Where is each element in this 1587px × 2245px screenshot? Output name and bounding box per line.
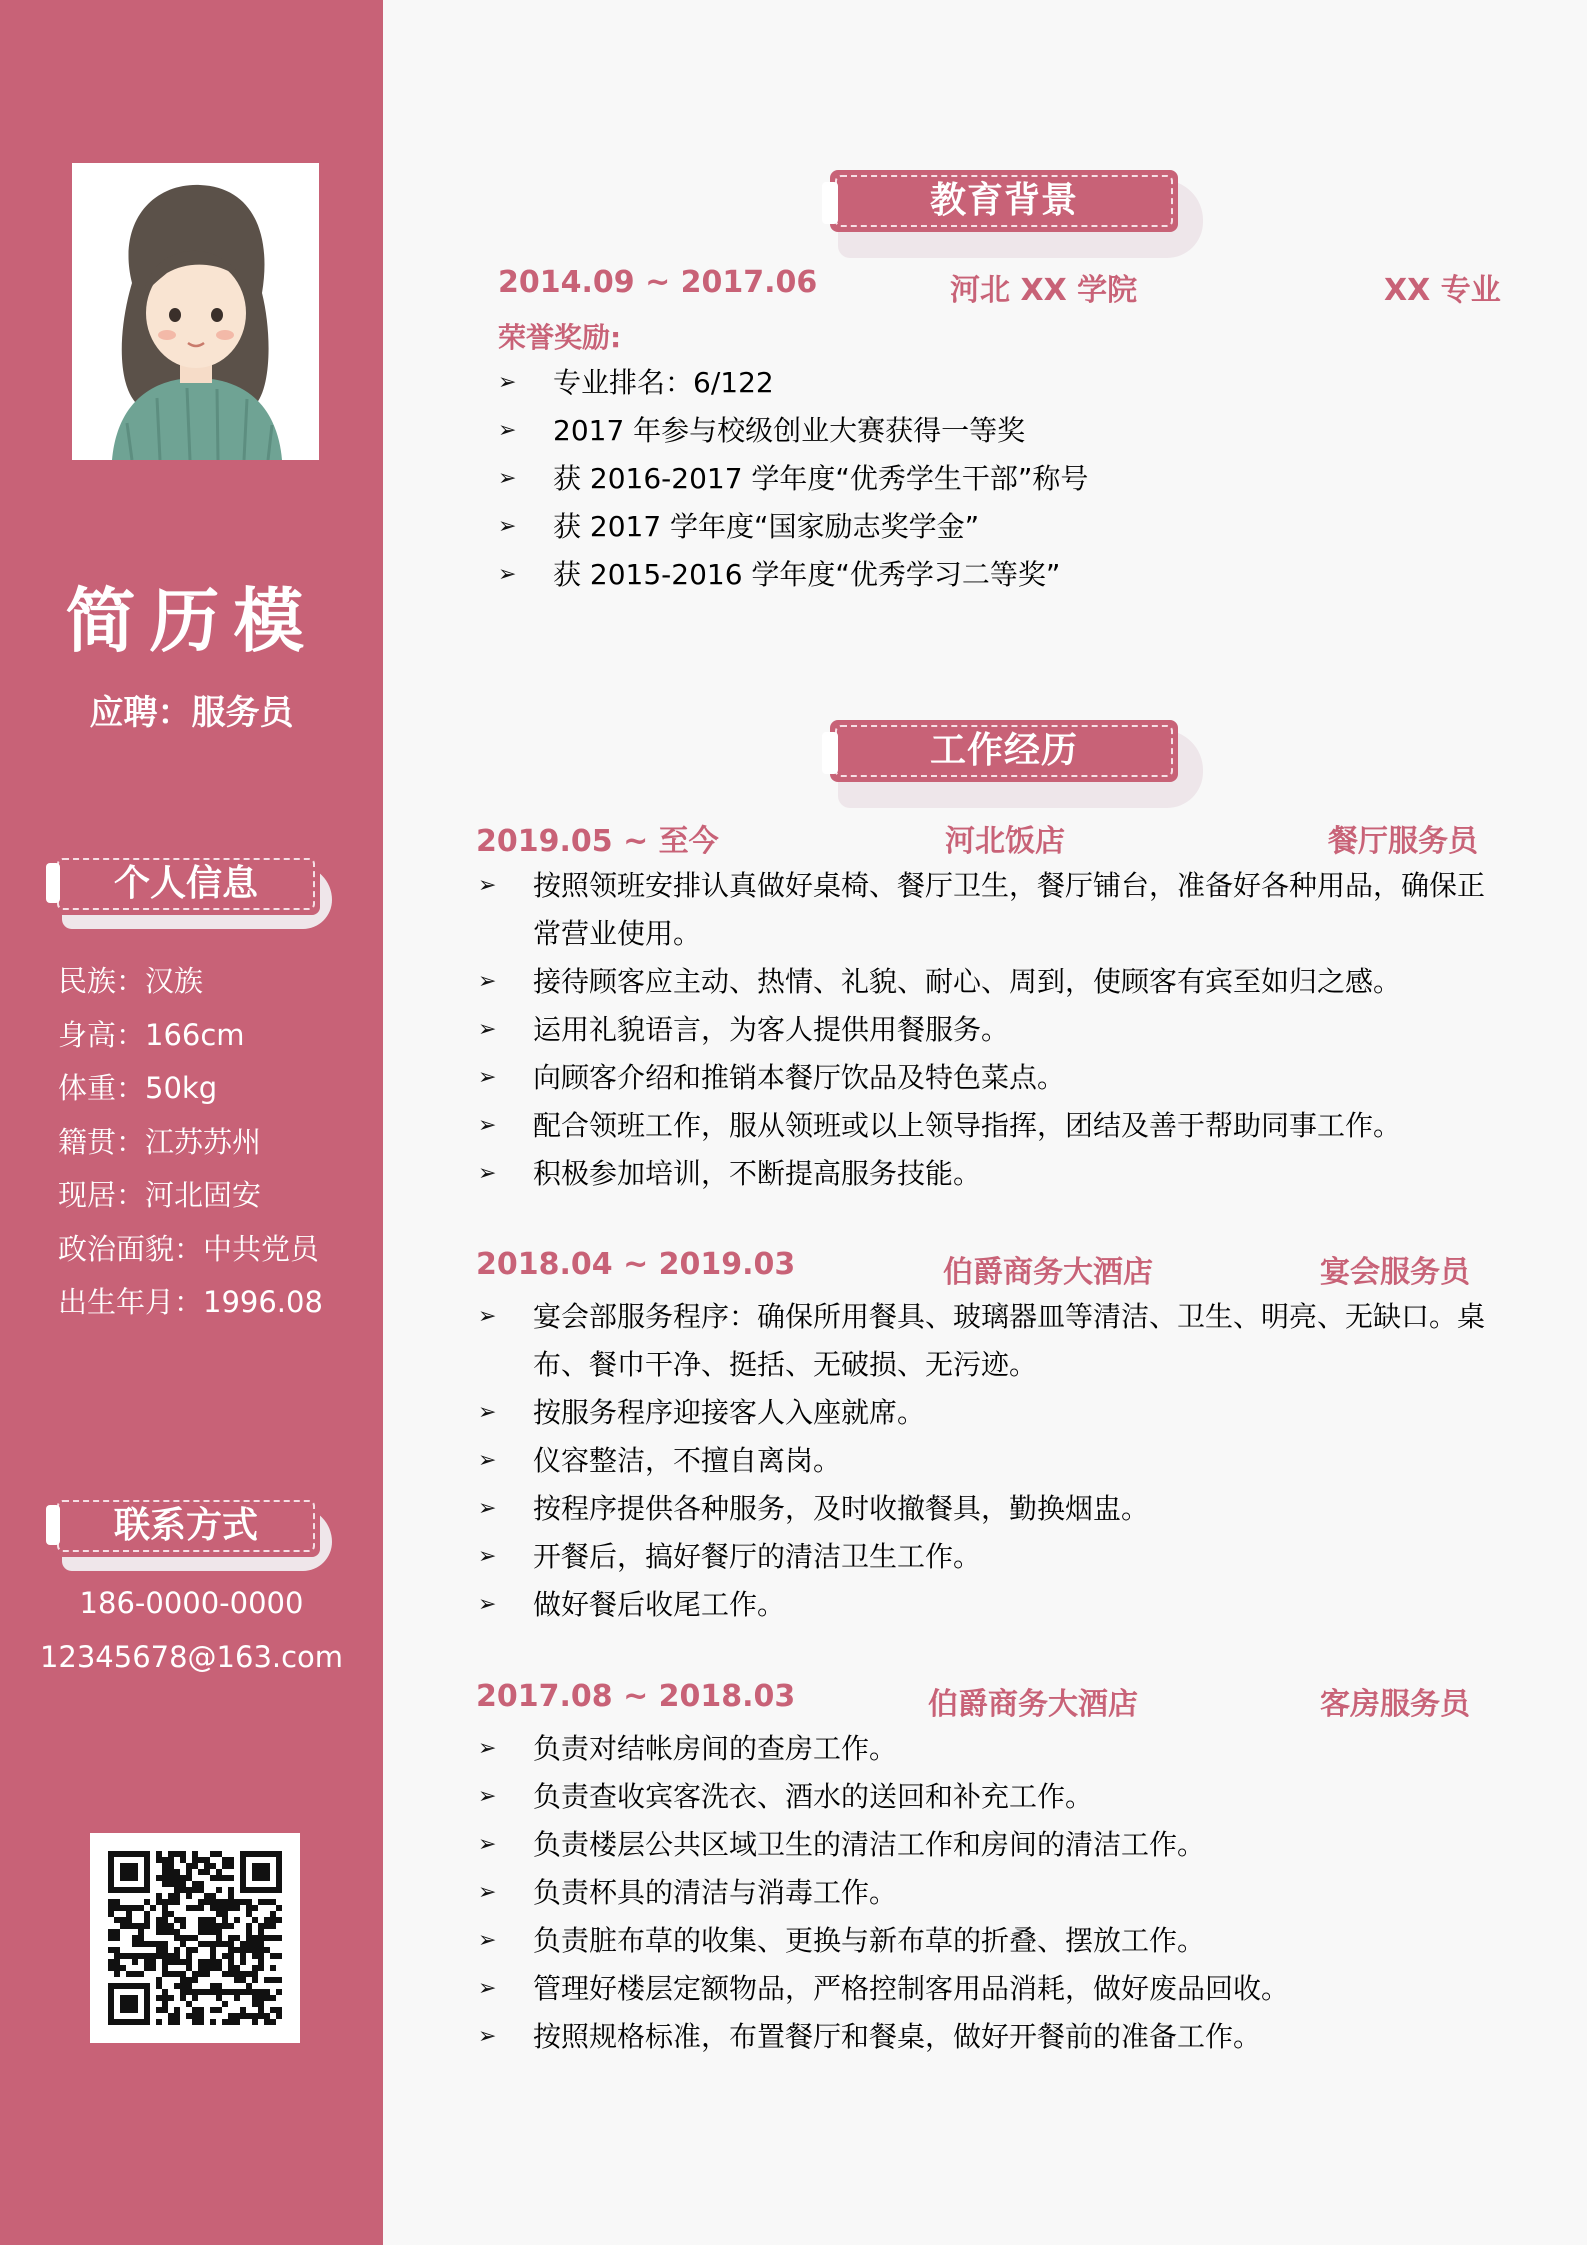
- list-item: ➢ 负责杯具的清洁与消毒工作。: [478, 1869, 1488, 1917]
- work-title: 工作经历: [929, 730, 1078, 771]
- job-1-duties: [478, 862, 1488, 1198]
- list-item: ➢ 负责对结帐房间的查房工作。: [478, 1725, 1488, 1773]
- bullet-arrow-icon: ➢: [478, 1161, 497, 1186]
- education-school: 河北 XX 学院: [950, 273, 1138, 308]
- job-period: 2017.08 ~ 2018.03: [476, 1679, 796, 1714]
- bullet-arrow-icon: ➢: [478, 1113, 497, 1138]
- info-height: 身高：166cm: [58, 1017, 245, 1052]
- bullet-arrow-icon: ➢: [478, 1304, 497, 1329]
- list-item: ➢ 按照领班安排认真做好桌椅、餐厅卫生，餐厅铺台，准备好各种用品，确保正常营业使用。: [478, 862, 1488, 958]
- list-item: ➢ 获 2015-2016 学年度“优秀学习二等奖”: [498, 551, 1498, 599]
- honor-list: [498, 359, 1498, 599]
- list-item: ➢ 接待顾客应主动、热情、礼貌、耐心、周到，使顾客有宾至如归之感。: [478, 958, 1488, 1006]
- bullet-arrow-icon: ➢: [478, 1880, 497, 1905]
- bullet-arrow-icon: ➢: [498, 514, 517, 539]
- list-item: ➢ 仪容整洁，不擅自离岗。: [478, 1437, 1488, 1485]
- list-item: ➢ 向顾客介绍和推销本餐厅饮品及特色菜点。: [478, 1054, 1488, 1102]
- bullet-arrow-icon: ➢: [478, 1400, 497, 1425]
- bullet-arrow-icon: ➢: [478, 1736, 497, 1761]
- job-company: 河北饭店: [945, 824, 1065, 859]
- info-ethnicity: 民族：汉族: [58, 964, 204, 998]
- personal-info-title: 个人信息: [113, 863, 258, 904]
- contact-heading: [52, 1495, 332, 1565]
- job-position: 宴会服务员: [1320, 1255, 1470, 1290]
- list-item: ➢ 专业排名：6/122: [498, 359, 1498, 407]
- work-heading: [830, 720, 1200, 800]
- bullet-arrow-icon: ➢: [478, 2024, 497, 2049]
- job-2-duties: [478, 1293, 1488, 1629]
- list-item: ➢ 负责楼层公共区域卫生的清洁工作和房间的清洁工作。: [478, 1821, 1488, 1869]
- job-3-duties: [478, 1725, 1488, 2061]
- bullet-arrow-icon: ➢: [478, 1976, 497, 2001]
- bullet-arrow-icon: ➢: [478, 1928, 497, 1953]
- bullet-arrow-icon: ➢: [478, 969, 497, 994]
- list-item: ➢ 宴会部服务程序：确保所用餐具、玻璃器皿等清洁、卫生、明亮、无缺口。桌布、餐巾干净、挺括、无破损、无污迹。: [478, 1293, 1488, 1389]
- education-major: XX 专业: [1384, 273, 1501, 308]
- bullet-arrow-icon: ➢: [478, 1448, 497, 1473]
- list-item: ➢ 做好餐后收尾工作。: [478, 1581, 1488, 1629]
- applied-position: 应聘：服务员: [89, 693, 294, 733]
- bullet-arrow-icon: ➢: [498, 418, 517, 443]
- bullet-arrow-icon: ➢: [498, 370, 517, 395]
- info-residence: 现居：河北固安: [58, 1178, 262, 1212]
- info-political-status: 政治面貌：中共党员: [58, 1231, 320, 1266]
- job-period: 2018.04 ~ 2019.03: [476, 1247, 796, 1282]
- list-item: ➢ 获 2016-2017 学年度“优秀学生干部”称号: [498, 455, 1498, 503]
- list-item: ➢ 负责查收宾客洗衣、酒水的送回和补充工作。: [478, 1773, 1488, 1821]
- bullet-arrow-icon: ➢: [498, 466, 517, 491]
- resume-name: 简历模: [65, 580, 318, 662]
- bullet-arrow-icon: ➢: [498, 562, 517, 587]
- contact-email: 12345678@163.com: [39, 1640, 344, 1674]
- job-company: 伯爵商务大酒店: [943, 1255, 1153, 1290]
- job-position: 客房服务员: [1320, 1687, 1470, 1722]
- cartoon-portrait-illustration: [72, 163, 319, 460]
- bullet-arrow-icon: ➢: [478, 1017, 497, 1042]
- personal-info-list: [58, 955, 323, 1330]
- list-item: ➢ 负责脏布草的收集、更换与新布草的折叠、摆放工作。: [478, 1917, 1488, 1965]
- bullet-arrow-icon: ➢: [478, 1592, 497, 1617]
- bullet-arrow-icon: ➢: [478, 1784, 497, 1809]
- list-item: ➢ 按照规格标准，布置餐厅和餐桌，做好开餐前的准备工作。: [478, 2013, 1488, 2061]
- list-item: ➢ 获 2017 学年度“国家励志奖学金”: [498, 503, 1498, 551]
- list-item: ➢ 2017 年参与校级创业大赛获得一等奖: [498, 407, 1498, 455]
- qr-code-image: [90, 1833, 300, 2043]
- job-position: 餐厅服务员: [1328, 824, 1478, 859]
- bullet-arrow-icon: ➢: [478, 1544, 497, 1569]
- list-item: ➢ 配合领班工作，服从领班或以上领导指挥，团结及善于帮助同事工作。: [478, 1102, 1488, 1150]
- info-native-place: 籍贯：江苏苏州: [58, 1124, 262, 1159]
- bullet-arrow-icon: ➢: [478, 873, 497, 898]
- list-item: ➢ 积极参加培训，不断提高服务技能。: [478, 1150, 1488, 1198]
- job-period: 2019.05 ~ 至今: [476, 824, 719, 859]
- list-item: ➢ 按服务程序迎接客人入座就席。: [478, 1389, 1488, 1437]
- info-weight: 体重：50kg: [58, 1071, 218, 1105]
- list-item: ➢ 按程序提供各种服务，及时收撤餐具，勤换烟盅。: [478, 1485, 1488, 1533]
- sidebar: [0, 0, 383, 2245]
- qr-code: [90, 1833, 300, 2043]
- education-period: 2014.09 ~ 2017.06: [498, 265, 818, 300]
- list-item: ➢ 开餐后，搞好餐厅的清洁卫生工作。: [478, 1533, 1488, 1581]
- avatar: [72, 163, 319, 460]
- education-title: 教育背景: [929, 180, 1078, 221]
- contact-phone: 186-0000-0000: [79, 1586, 304, 1620]
- contact-title: 联系方式: [113, 1505, 258, 1546]
- bullet-arrow-icon: ➢: [478, 1832, 497, 1857]
- list-item: ➢ 管理好楼层定额物品，严格控制客用品消耗，做好废品回收。: [478, 1965, 1488, 2013]
- honor-label: 荣誉奖励:: [498, 321, 622, 354]
- education-heading: [830, 170, 1200, 250]
- list-item: ➢ 运用礼貌语言，为客人提供用餐服务。: [478, 1006, 1488, 1054]
- info-birth-date: 出生年月：1996.08: [58, 1285, 323, 1319]
- personal-info-heading: [52, 853, 332, 923]
- bullet-arrow-icon: ➢: [478, 1496, 497, 1521]
- bullet-arrow-icon: ➢: [478, 1065, 497, 1090]
- job-company: 伯爵商务大酒店: [928, 1687, 1138, 1722]
